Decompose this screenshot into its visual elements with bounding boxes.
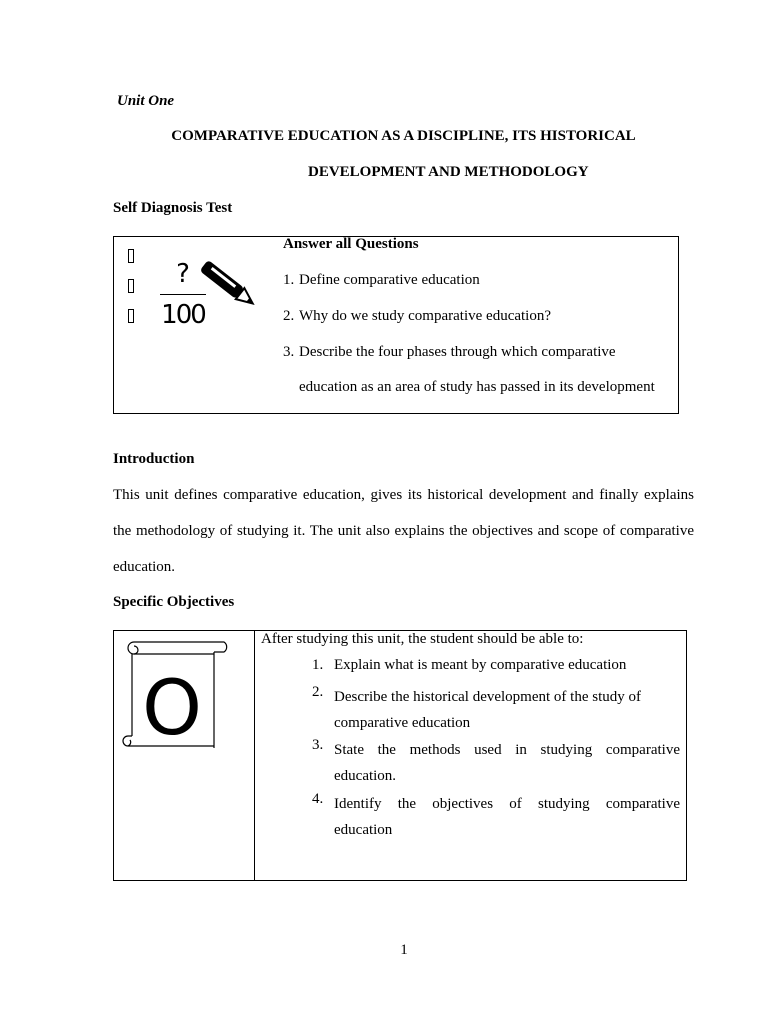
objective-item bbox=[334, 791, 680, 843]
objective-number: 2. bbox=[312, 684, 324, 700]
paragraph-line: the methodology of studying it. The unit also explains the objectives and scope of comparative bbox=[113, 523, 694, 539]
objective-item bbox=[334, 684, 680, 736]
introduction-heading: Introduction bbox=[113, 451, 195, 467]
paragraph-line: education. bbox=[113, 559, 176, 575]
question-item-continuation: education as an area of study has passed in its development bbox=[299, 379, 655, 395]
paragraph-line: This unit defines comparative education, gives its historical development and finally explains bbox=[113, 487, 694, 503]
unit-label: Unit One bbox=[117, 93, 175, 109]
instruction-text: Answer all Questions bbox=[283, 236, 419, 252]
objectives-intro: After studying this unit, the student should be able to: bbox=[261, 631, 584, 647]
objectives-heading: Specific Objectives bbox=[113, 594, 235, 610]
objective-line: comparative education bbox=[334, 715, 471, 731]
objective-line: Explain what is meant by comparative education bbox=[334, 657, 627, 673]
objective-line: Identify the objectives of studying comparative bbox=[334, 796, 680, 812]
objective-line: education. bbox=[334, 768, 397, 784]
objective-line: Describe the historical development of the study of bbox=[334, 689, 641, 705]
objective-number: 4. bbox=[312, 791, 324, 807]
question-item: 1. Define comparative education bbox=[283, 272, 480, 288]
bullet-box-icon bbox=[128, 309, 134, 323]
pencil-icon bbox=[194, 255, 266, 319]
question-item: 2. Why do we study comparative education? bbox=[283, 308, 551, 324]
objective-number: 3. bbox=[312, 737, 324, 753]
objective-line: education bbox=[334, 822, 393, 838]
objective-number: 1. bbox=[312, 657, 324, 673]
score-numerator: ? bbox=[176, 259, 190, 289]
question-item: 3. Describe the four phases through which comparative bbox=[283, 344, 616, 360]
table-divider bbox=[254, 630, 255, 881]
objective-line: State the methods used in studying comparative bbox=[334, 742, 680, 758]
bullet-box-icon bbox=[128, 279, 134, 293]
self-diagnosis-heading: Self Diagnosis Test bbox=[113, 200, 233, 216]
page-title-line-1: COMPARATIVE EDUCATION AS A DISCIPLINE, ITS HISTORICAL bbox=[171, 128, 636, 144]
bullet-box-icon bbox=[128, 249, 134, 263]
scroll-letter: O bbox=[142, 663, 202, 752]
scroll-icon bbox=[120, 636, 230, 752]
objective-item bbox=[334, 657, 680, 674]
introduction-paragraph bbox=[113, 477, 694, 585]
objective-item bbox=[334, 737, 680, 789]
page-number: 1 bbox=[400, 942, 408, 958]
page-title-line-2: DEVELOPMENT AND METHODOLOGY bbox=[308, 164, 589, 180]
score-denominator: 100 bbox=[161, 300, 205, 330]
